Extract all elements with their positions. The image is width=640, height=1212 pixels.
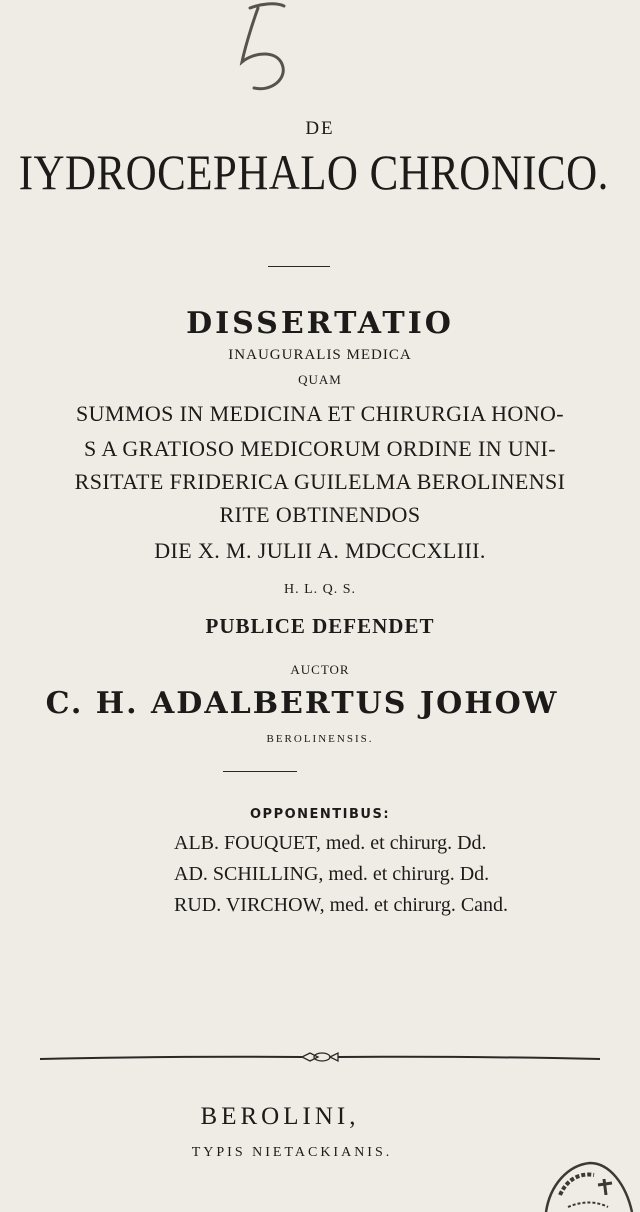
inauguralis-line: INAUGURALIS MEDICA <box>228 347 412 363</box>
de-heading: DE <box>305 118 335 139</box>
imprint-city: BEROLINI, <box>200 1103 360 1130</box>
date-line: DIE X. M. JULII A. MDCCCXLIII. <box>154 538 486 563</box>
opponent-1: ALB. FOUQUET, med. et chirurg. Dd. <box>174 832 487 854</box>
dissertatio-heading: DISSERTATIO <box>186 306 454 341</box>
body-line-3: RSITATE FRIDERICA GUILELMA BEROLINENSI <box>74 469 566 494</box>
document-title: IYDROCEPHALO CHRONICO. <box>18 144 609 200</box>
ornamental-rule <box>40 1050 600 1066</box>
title-rule <box>268 266 330 267</box>
quam-line: QUAM <box>298 372 342 387</box>
opponentibus-label: OPPONENTIBUS: <box>249 807 391 822</box>
author-name: C. H. ADALBERTUS JOHOW <box>45 686 559 721</box>
auctor-label: AUCTOR <box>290 662 350 677</box>
opponent-3: RUD. VIRCHOW, med. et chirurg. Cand. <box>174 894 509 916</box>
publice-defendet: PUBLICE DEFENDET <box>205 614 435 638</box>
author-origin: BEROLINENSIS. <box>266 733 374 745</box>
library-stamp <box>538 1155 634 1212</box>
body-line-4: RITE OBTINENDOS <box>219 502 421 527</box>
imprint-printer: TYPIS NIETACKIANIS. <box>191 1145 393 1160</box>
hlqs-line: H. L. Q. S. <box>283 582 357 597</box>
author-rule <box>223 771 297 772</box>
body-line-2: S A GRATIOSO MEDICORUM ORDINE IN UNI- <box>84 436 556 461</box>
handwritten-numeral-mark <box>220 0 310 110</box>
body-line-1: SUMMOS IN MEDICINA ET CHIRURGIA HONO- <box>75 401 565 426</box>
opponent-2: AD. SCHILLING, med. et chirurg. Dd. <box>174 863 490 885</box>
